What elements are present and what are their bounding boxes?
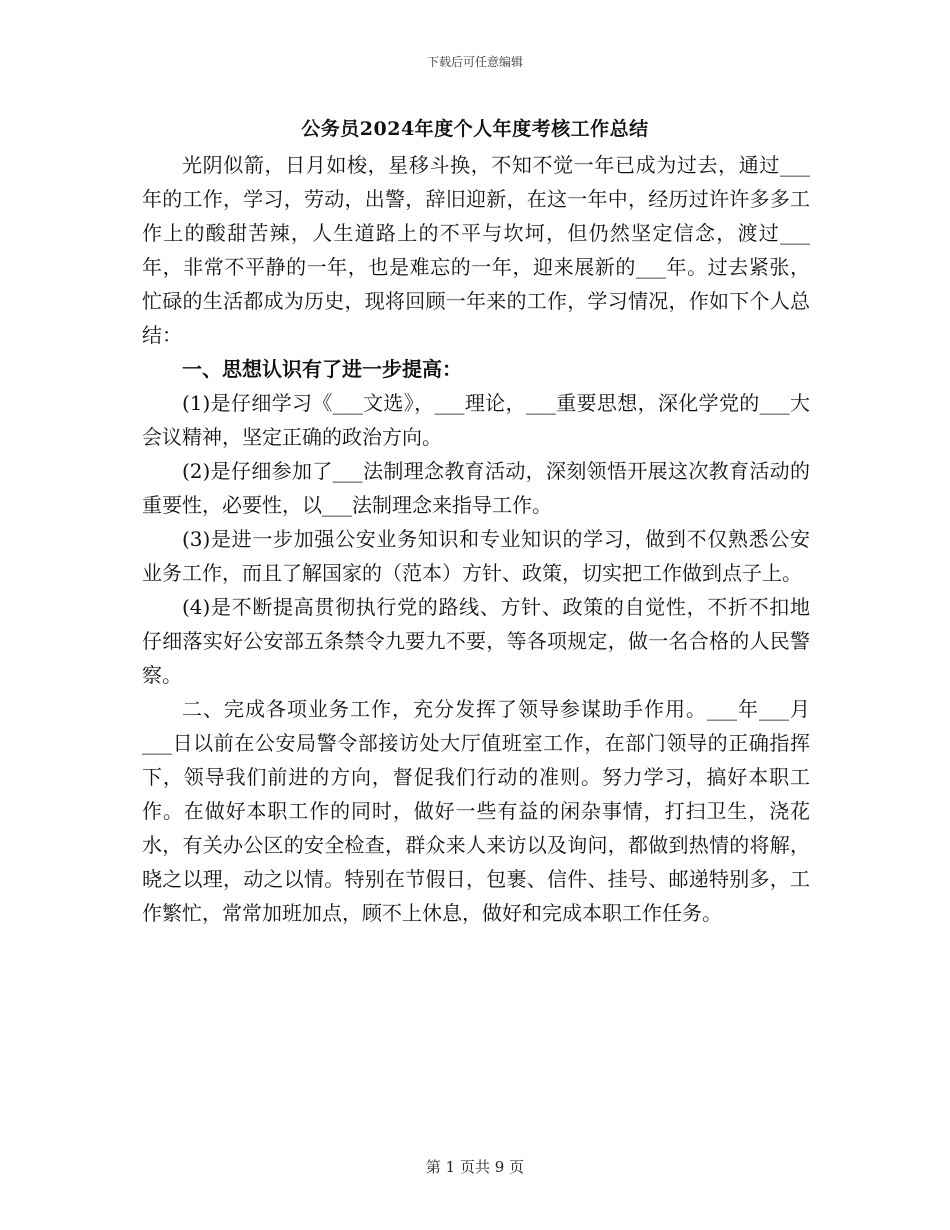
item-paragraph-1: (1)是仔细学习《___文选》，___理论，___重要思想，深化学党的___大会议精神，坚定正确的政治方向。	[142, 391, 810, 449]
section-paragraph-2: 二、完成各项业务工作，充分发挥了领导参谋助手作用。___年___月___日以前在公安局警令部接访处大厅值班室工作，在部门领导的正确指挥下，领导我们前进的方向，督促我们行动的准则。努力学习，搞好本职工作。在做好本职工作的同时，做好一些有益的闲杂事情，打扫卫生，浇花水，有关办公区的安全检查，群众来人来访以及询问，都做到热情的将解，晓之以理，动之以情。特别在节假日，包裹、信件、挂号、邮递特别多，工作繁忙，常常加班加点，顾不上休息，做好和完成本职工作任务。	[142, 697, 810, 925]
intro-paragraph: 光阴似箭，日月如梭，星移斗换，不知不觉一年已成为过去，通过___年的工作，学习，劳动，出警，辞旧迎新，在这一年中，经历过许许多多工作上的酸甜苦辣，人生道路上的不平与坎坷，但仍然坚定信念，渡过___年，非常不平静的一年，也是难忘的一年，迎来展新的___年。过去紧张，忙碌的生活都成为历史，现将回顾一年来的工作，学习情况，作如下个人总结：	[142, 153, 810, 347]
document-body	[142, 148, 810, 930]
item-paragraph-3: (3)是进一步加强公安业务知识和专业知识的学习，做到不仅熟悉公安业务工作，而且了解国家的（范本）方针、政策，切实把工作做到点子上。	[142, 527, 810, 585]
document-title: 公务员2024年度个人年度考核工作总结	[301, 118, 649, 140]
item-paragraph-2: (2)是仔细参加了___法制理念教育活动，深刻领悟开展这次教育活动的重要性，必要性，以___法制理念来指导工作。	[142, 459, 810, 517]
header-note: 下载后可任意编辑	[426, 55, 523, 69]
page-footer: 第 1 页共 9 页	[425, 1158, 525, 1176]
section-heading-1: 一、思想认识有了进一步提高：	[182, 357, 462, 381]
item-paragraph-4: (4)是不断提高贯彻执行党的路线、方针、政策的自觉性，不折不扣地仔细落实好公安部五条禁令九要九不要，等各项规定，做一名合格的人民警察。	[142, 595, 810, 687]
